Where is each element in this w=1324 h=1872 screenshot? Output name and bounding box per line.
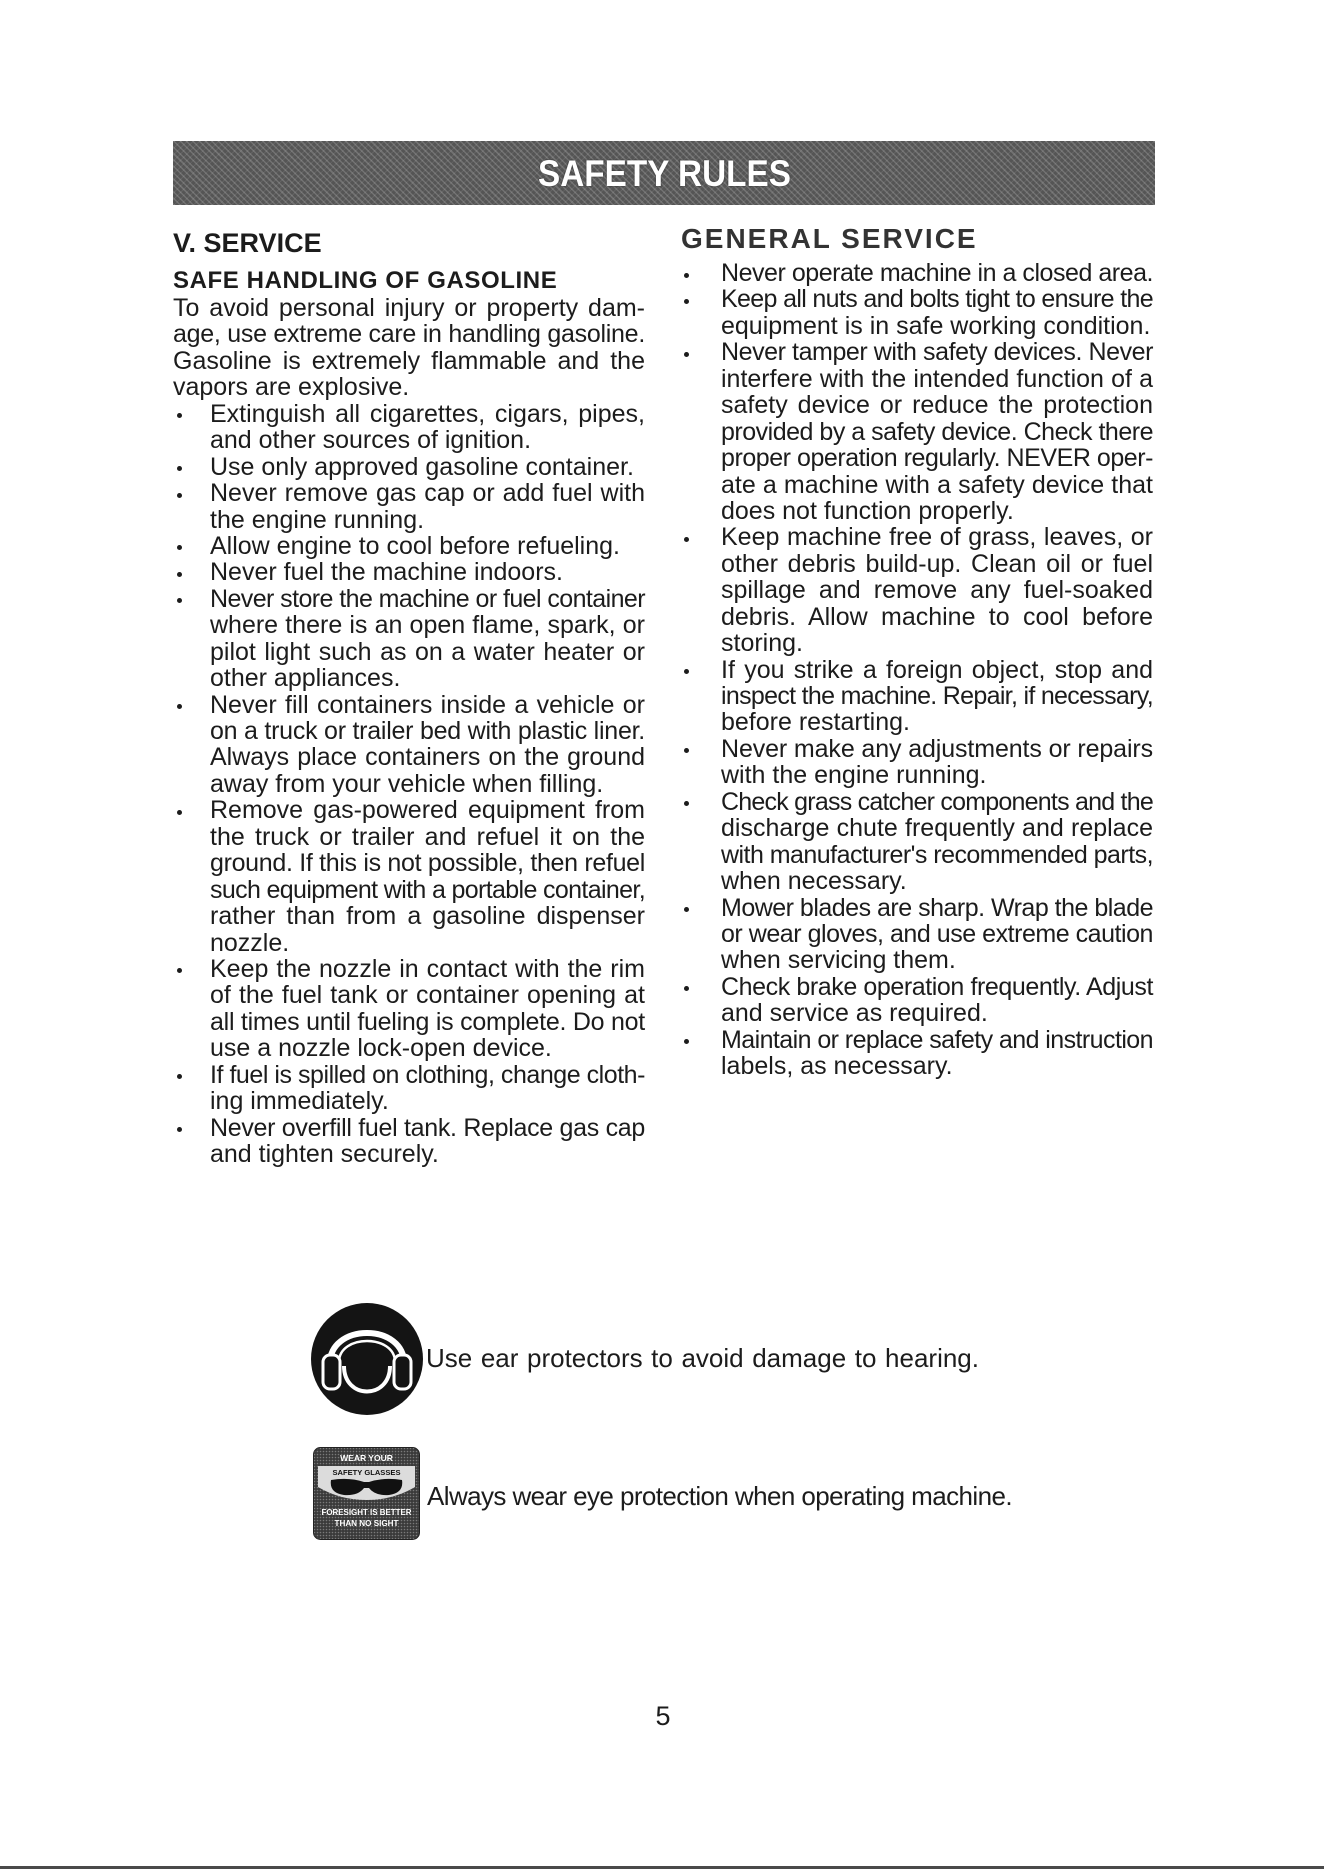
bullet-line: Never remove gas cap or add fuel with xyxy=(210,479,645,508)
bullet-line: Use only approved gasoline container. xyxy=(210,452,634,481)
bullet-text xyxy=(721,789,1153,895)
scan-edge-line xyxy=(0,1866,1324,1869)
bullet-text xyxy=(210,533,645,559)
bullet-line: pilot light such as on a water heater or xyxy=(210,637,645,666)
bullet-text xyxy=(721,1027,1153,1080)
bullet-line: Allow engine to cool before refueling. xyxy=(210,531,620,560)
bullet-item xyxy=(681,974,1153,1027)
bullet-marker xyxy=(684,352,689,357)
bullet-text xyxy=(721,286,1153,339)
bullet-line: when necessary. xyxy=(721,867,907,896)
bullet-line: ing immediately. xyxy=(210,1087,389,1116)
bullet-line: If fuel is spilled on clothing, change cloth- xyxy=(210,1060,645,1089)
bullet-marker xyxy=(177,545,182,550)
section-heading: V. SERVICE xyxy=(173,228,322,258)
bullet-line: debris. Allow machine to cool before xyxy=(721,602,1153,631)
bullet-marker xyxy=(177,466,182,471)
bullet-text xyxy=(721,736,1153,789)
bullet-line: when servicing them. xyxy=(721,946,956,975)
bullet-item xyxy=(173,480,645,533)
bullet-line: before restarting. xyxy=(721,708,910,737)
bullet-line: the engine running. xyxy=(210,505,425,534)
bullet-line: Never fill containers inside a vehicle or xyxy=(210,690,645,719)
bullet-line: Keep the nozzle in contact with the rim xyxy=(210,954,645,983)
bullet-text xyxy=(210,956,645,1062)
bullet-line: Maintain or replace safety and instruction xyxy=(721,1025,1153,1054)
bullet-line: ate a machine with a safety device that xyxy=(721,470,1153,499)
sign-top-text: WEAR YOUR xyxy=(340,1453,393,1463)
bullet-item xyxy=(173,1062,645,1115)
bullet-line: other debris build-up. Clean oil or fuel xyxy=(721,549,1153,578)
safety-glasses-sign-icon xyxy=(313,1447,420,1540)
bullet-text xyxy=(210,454,645,480)
bullet-marker xyxy=(177,810,182,815)
bullet-line: on a truck or trailer bed with plastic liner. xyxy=(210,717,646,745)
bullet-marker xyxy=(684,748,689,753)
bullet-line: Remove gas-powered equipment from xyxy=(210,796,645,825)
bullet-line: away from your vehicle when filling. xyxy=(210,769,604,798)
bullet-line: Keep all nuts and bolts tight to ensure the xyxy=(721,285,1153,314)
page-number: 5 xyxy=(655,1701,671,1731)
bullet-line: and other sources of ignition. xyxy=(210,426,532,455)
bullet-line: interfere with the intended function of a xyxy=(721,364,1153,393)
bullet-item xyxy=(173,559,645,585)
bullet-item xyxy=(173,586,645,692)
bullet-text xyxy=(721,657,1153,736)
sign-bottom-text-1: FORESIGHT IS BETTER xyxy=(321,1508,412,1517)
bullet-line: rather than from a gasoline dispenser xyxy=(210,902,645,931)
bullet-item xyxy=(681,524,1153,656)
bullet-line: equipment is in safe working condition. xyxy=(721,311,1151,340)
bullet-item xyxy=(681,339,1153,524)
bullet-line: and tighten securely. xyxy=(210,1140,439,1168)
safety-rules-banner xyxy=(173,141,1155,205)
left-column-body xyxy=(173,295,645,1167)
bullet-item xyxy=(681,789,1153,895)
bullet-line: Never fuel the machine indoors. xyxy=(210,558,563,587)
bullet-line: the truck or trailer and refuel it on the xyxy=(210,822,646,851)
subsection-heading: SAFE HANDLING OF GASOLINE xyxy=(173,267,558,294)
sign-bottom-text-2: THAN NO SIGHT xyxy=(334,1519,399,1528)
bullet-line: Keep machine free of grass, leaves, or xyxy=(721,523,1153,552)
bullet-text xyxy=(210,559,645,585)
bullet-item xyxy=(681,657,1153,736)
bullet-item xyxy=(681,260,1153,286)
bullet-line: Never operate machine in a closed area. xyxy=(721,259,1154,287)
bullet-item xyxy=(173,533,645,559)
right-column-body xyxy=(681,260,1153,1080)
bullet-line: where there is an open flame, spark, or xyxy=(210,611,645,640)
bullet-item xyxy=(681,286,1153,339)
bullet-line: Check grass catcher components and the xyxy=(721,787,1153,816)
sign-band-text: SAFETY GLASSES xyxy=(332,1470,401,1477)
bullet-text xyxy=(721,339,1153,524)
intro-line: Gasoline is extremely flammable and the xyxy=(173,346,645,375)
bullet-text xyxy=(210,480,645,533)
bullet-line: safety device or reduce the protection xyxy=(721,391,1153,420)
intro-line: age, use extreme care in handling gasoline. xyxy=(173,320,645,349)
bullet-line: Check brake operation frequently. Adjust xyxy=(721,972,1153,1001)
bullet-marker xyxy=(684,299,689,304)
bullet-item xyxy=(173,797,645,956)
bullet-line: does not function properly. xyxy=(721,496,1014,525)
general-service-heading: GENERAL SERVICE xyxy=(681,223,978,254)
bullet-line: with the engine running. xyxy=(721,761,987,790)
bullet-line: labels, as necessary. xyxy=(721,1052,953,1081)
bullet-marker xyxy=(684,1039,689,1044)
bullet-marker xyxy=(177,493,182,498)
bullet-line: and service as required. xyxy=(721,999,988,1028)
bullet-line: spillage and remove any fuel-soaked xyxy=(721,576,1153,605)
eye-protection-text: Always wear eye protection when operating machine. xyxy=(427,1481,1012,1511)
bullet-line: of the fuel tank or container opening at xyxy=(210,981,646,1010)
bullet-text xyxy=(721,260,1153,286)
bullet-item xyxy=(173,692,645,798)
bullet-line: Never store the machine or fuel container xyxy=(210,584,645,613)
bullet-text xyxy=(721,974,1153,1027)
bullet-text xyxy=(210,1115,645,1168)
bullet-line: Never make any adjustments or repairs xyxy=(721,734,1153,763)
bullet-item xyxy=(681,895,1153,974)
page-title: SAFETY RULES xyxy=(537,153,791,194)
bullet-text xyxy=(210,401,645,454)
bullet-item xyxy=(173,956,645,1062)
bullet-item xyxy=(681,736,1153,789)
bullet-text xyxy=(721,895,1153,974)
bullet-item xyxy=(173,401,645,454)
bullet-line: inspect the machine. Repair, if necessary, xyxy=(721,682,1153,710)
bullet-marker xyxy=(177,413,182,418)
bullet-line: all times until fueling is complete. Do not xyxy=(210,1007,645,1036)
bullet-line: discharge chute frequently and replace xyxy=(721,814,1153,843)
bullet-marker xyxy=(684,669,689,674)
bullet-line: with manufacturer's recommended parts, xyxy=(721,840,1154,869)
hearing-protection-text: Use ear protectors to avoid damage to hearing. xyxy=(426,1343,979,1373)
bullet-line: ground. If this is not possible, then refuel xyxy=(210,849,645,878)
bullet-line: other appliances. xyxy=(210,664,401,693)
bullet-item xyxy=(173,1115,645,1168)
bullet-item xyxy=(173,454,645,480)
bullet-marker xyxy=(684,907,689,912)
bullet-line: nozzle. xyxy=(210,928,290,957)
bullet-marker xyxy=(177,704,182,709)
bullet-marker xyxy=(684,986,689,991)
bullet-line: storing. xyxy=(721,629,803,658)
bullet-marker xyxy=(684,273,689,278)
bullet-line: Never tamper with safety devices. Never xyxy=(721,338,1154,367)
intro-line: vapors are explosive. xyxy=(173,373,410,402)
bullet-marker xyxy=(684,801,689,806)
bullet-line: or wear gloves, and use extreme caution xyxy=(721,919,1153,948)
bullet-text xyxy=(210,797,645,956)
bullet-marker xyxy=(177,1074,182,1079)
bullet-marker xyxy=(684,537,689,542)
bullet-marker xyxy=(177,968,182,973)
bullet-marker xyxy=(177,1127,182,1132)
bullet-line: use a nozzle lock-open device. xyxy=(210,1034,552,1063)
bullet-text xyxy=(721,524,1153,656)
bullet-line: Always place containers on the ground xyxy=(210,743,645,772)
bullet-item xyxy=(681,1027,1153,1080)
bullet-line: Extinguish all cigarettes, cigars, pipes, xyxy=(210,399,645,428)
bullet-line: If you strike a foreign object, stop and xyxy=(721,655,1154,684)
bullet-text xyxy=(210,692,645,798)
bullet-marker xyxy=(177,598,182,603)
bullet-line: proper operation regularly. NEVER oper- xyxy=(721,444,1153,473)
bullet-text xyxy=(210,1062,645,1115)
bullet-marker xyxy=(177,572,182,577)
intro-line: To avoid personal injury or property dam- xyxy=(173,294,645,322)
bullet-line: provided by a safety device. Check there xyxy=(721,417,1153,446)
bullet-line: Mower blades are sharp. Wrap the blade xyxy=(721,893,1154,922)
bullet-text xyxy=(210,586,645,692)
bullet-line: such equipment with a portable container, xyxy=(210,875,645,904)
bullet-line: Never overfill fuel tank. Replace gas cap xyxy=(210,1113,645,1142)
ear-protectors-icon xyxy=(310,1302,424,1416)
